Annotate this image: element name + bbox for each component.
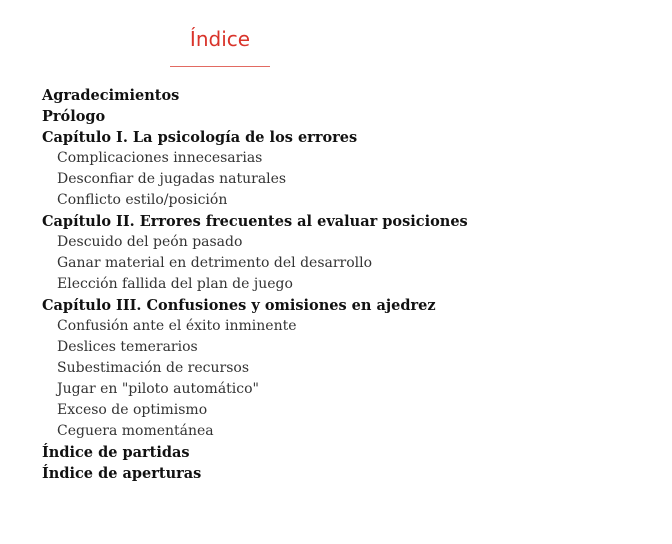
toc-item[interactable]: Complicaciones innecesarias [57,150,263,166]
toc-item[interactable]: Prólogo [42,108,106,125]
toc-item[interactable]: Descuido del peón pasado [57,234,243,250]
toc-item[interactable]: Índice de partidas [42,444,190,461]
toc-item[interactable]: Subestimación de recursos [57,360,250,376]
toc-item[interactable]: Agradecimientos [42,87,180,104]
toc-item[interactable]: Desconfiar de jugadas naturales [57,171,287,187]
toc-item[interactable]: Elección fallida del plan de juego [57,276,293,292]
title-underline [170,66,270,67]
toc-item[interactable]: Índice de aperturas [42,465,202,482]
toc-item[interactable]: Jugar en "piloto automático" [57,381,259,397]
toc-item[interactable]: Ganar material en detrimento del desarrollo [57,255,373,271]
toc-item[interactable]: Deslices temerarios [57,339,198,355]
page-title: Índice [189,27,251,51]
toc-item[interactable]: Exceso de optimismo [57,402,208,418]
table-of-contents [42,85,468,484]
toc-item[interactable]: Confusión ante el éxito inminente [57,318,297,334]
toc-item[interactable]: Capítulo II. Errores frecuentes al evaluar posiciones [42,213,468,230]
toc-item[interactable]: Conflicto estilo/posición [57,192,228,208]
toc-item[interactable]: Capítulo I. La psicología de los errores [42,129,358,146]
toc-item[interactable]: Capítulo III. Confusiones y omisiones en ajedrez [42,297,436,314]
toc-item[interactable]: Ceguera momentánea [57,423,214,439]
